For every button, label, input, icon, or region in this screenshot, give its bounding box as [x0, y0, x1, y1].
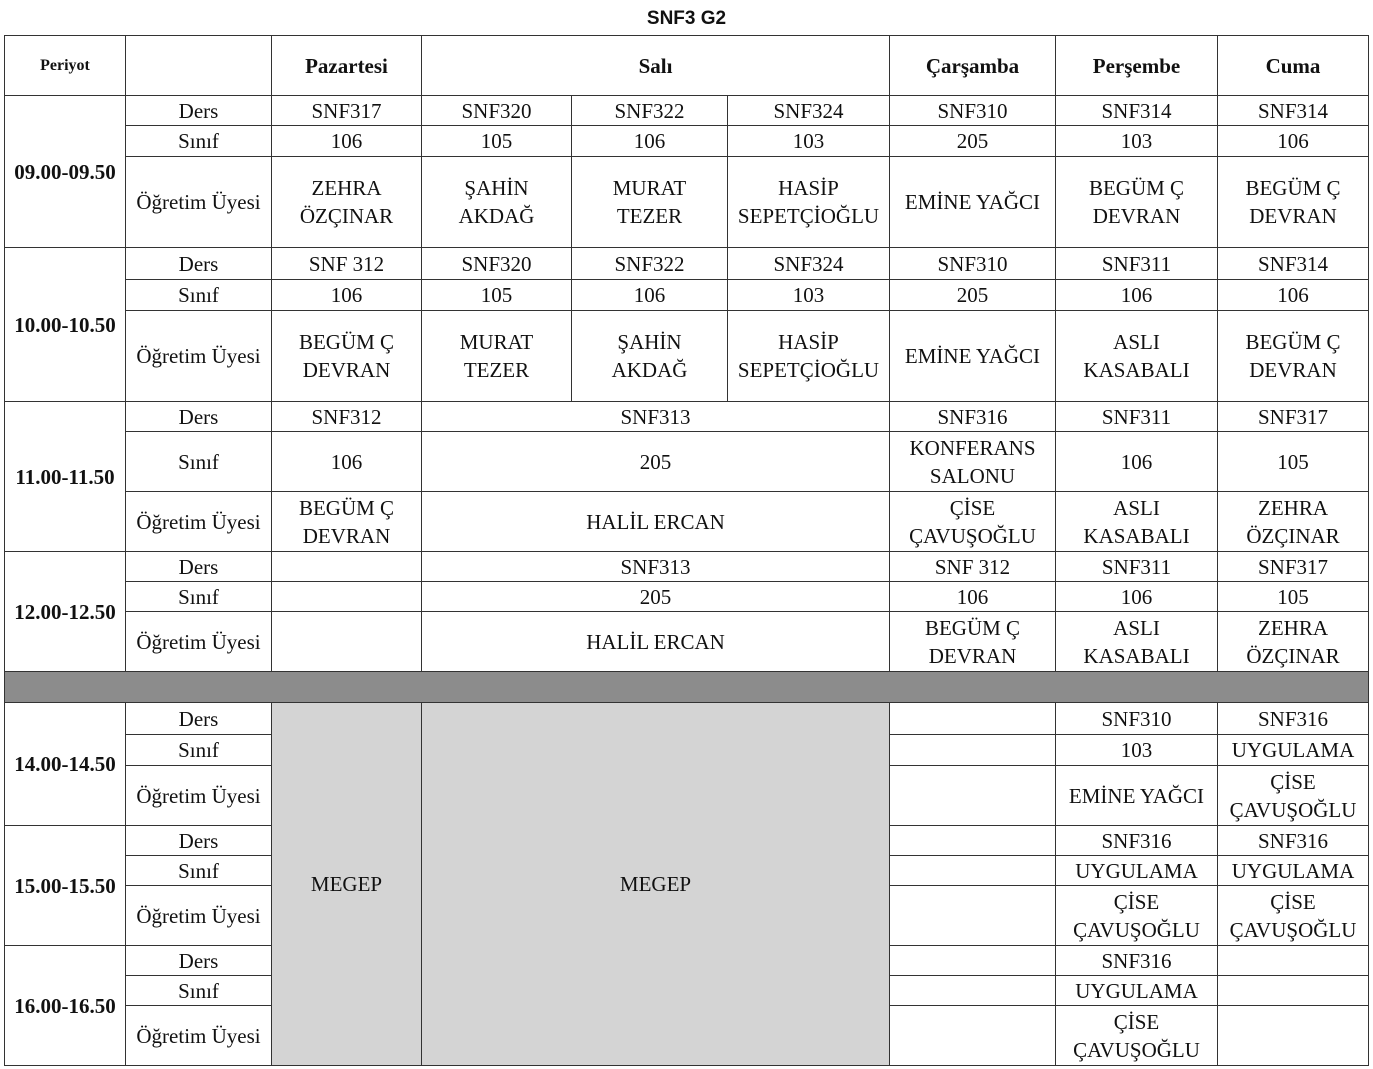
cell-ders: SNF317 — [1218, 402, 1369, 432]
cell-ders — [272, 552, 422, 582]
cell-ders: SNF316 — [1056, 826, 1218, 856]
cell-ders: SNF316 — [1218, 703, 1369, 735]
row-label-ders: Ders — [126, 248, 272, 280]
cell-sinif: 105 — [1218, 432, 1369, 492]
cell-sinif: 105 — [422, 280, 572, 311]
cell-sinif: 106 — [1056, 280, 1218, 311]
period-time: 16.00-16.50 — [5, 946, 126, 1066]
table-row — [5, 402, 1369, 432]
cell-sinif: 106 — [272, 280, 422, 311]
schedule-table — [4, 35, 1369, 1066]
cell-sinif: 103 — [728, 126, 890, 157]
cell-sinif: 106 — [272, 432, 422, 492]
cell-ogretim: BEGÜM Ç DEVRAN — [1218, 157, 1369, 248]
row-label-sinif: Sınıf — [126, 582, 272, 612]
table-row — [5, 157, 1369, 248]
period-time: 15.00-15.50 — [5, 826, 126, 946]
cell-ders: SNF320 — [422, 248, 572, 280]
cell-sinif — [890, 856, 1056, 886]
cell-ogretim: ÇİSE ÇAVUŞOĞLU — [1056, 1006, 1218, 1066]
cell-sinif: 205 — [422, 582, 890, 612]
cell-ders: SNF310 — [890, 248, 1056, 280]
cell-sinif — [272, 582, 422, 612]
cell-ders: SNF 312 — [272, 248, 422, 280]
cell-ders: SNF314 — [1218, 248, 1369, 280]
lunch-break-row — [5, 672, 1369, 703]
cell-sinif — [890, 976, 1056, 1006]
cell-ogretim: BEGÜM Ç DEVRAN — [1218, 311, 1369, 402]
row-label-sinif: Sınıf — [126, 735, 272, 766]
cell-ogretim — [272, 612, 422, 672]
cell-sinif: 103 — [728, 280, 890, 311]
cell-ogretim: ASLI KASABALI — [1056, 311, 1218, 402]
cell-sinif: 205 — [422, 432, 890, 492]
megep-block-tuesday: MEGEP — [422, 703, 890, 1066]
cell-sinif — [890, 735, 1056, 766]
megep-block-monday: MEGEP — [272, 703, 422, 1066]
cell-ogretim: ZEHRA ÖZÇINAR — [272, 157, 422, 248]
cell-sinif: 106 — [572, 126, 728, 157]
cell-sinif: 106 — [1218, 280, 1369, 311]
cell-ogretim — [890, 1006, 1056, 1066]
table-row — [5, 703, 1369, 735]
cell-ders: SNF311 — [1056, 248, 1218, 280]
row-label-sinif: Sınıf — [126, 976, 272, 1006]
cell-ogretim: ZEHRA ÖZÇINAR — [1218, 612, 1369, 672]
cell-ders: SNF324 — [728, 248, 890, 280]
cell-ogretim: ASLI KASABALI — [1056, 492, 1218, 552]
row-label-ogretim: Öğretim Üyesi — [126, 492, 272, 552]
cell-ders: SNF314 — [1218, 96, 1369, 126]
cell-ogretim: ÇİSE ÇAVUŞOĞLU — [1056, 886, 1218, 946]
header-day-friday: Cuma — [1218, 36, 1369, 96]
cell-ders: SNF 312 — [890, 552, 1056, 582]
cell-ogretim: MURAT TEZER — [422, 311, 572, 402]
table-row — [5, 492, 1369, 552]
cell-ders: SNF322 — [572, 96, 728, 126]
cell-sinif: UYGULAMA — [1056, 976, 1218, 1006]
row-label-ders: Ders — [126, 402, 272, 432]
cell-ogretim: EMİNE YAĞCI — [1056, 766, 1218, 826]
cell-ogretim: ÇİSE ÇAVUŞOĞLU — [1218, 766, 1369, 826]
cell-ders: SNF312 — [272, 402, 422, 432]
cell-sinif: 105 — [422, 126, 572, 157]
period-time: 14.00-14.50 — [5, 703, 126, 826]
table-row — [5, 432, 1369, 492]
cell-ogretim: HALİL ERCAN — [422, 492, 890, 552]
cell-sinif: UYGULAMA — [1218, 735, 1369, 766]
cell-ogretim: ŞAHİN AKDAĞ — [422, 157, 572, 248]
cell-ders — [890, 826, 1056, 856]
table-row — [5, 552, 1369, 582]
cell-ogretim — [1218, 1006, 1369, 1066]
cell-ogretim: HASİP SEPETÇİOĞLU — [728, 311, 890, 402]
cell-sinif: 106 — [890, 582, 1056, 612]
cell-ders: SNF316 — [890, 402, 1056, 432]
row-label-sinif: Sınıf — [126, 126, 272, 157]
row-label-ders: Ders — [126, 703, 272, 735]
cell-sinif: UYGULAMA — [1218, 856, 1369, 886]
header-day-tuesday: Salı — [422, 36, 890, 96]
cell-sinif: 106 — [572, 280, 728, 311]
row-label-ogretim: Öğretim Üyesi — [126, 612, 272, 672]
cell-sinif: 106 — [1218, 126, 1369, 157]
header-day-wednesday: Çarşamba — [890, 36, 1056, 96]
cell-sinif: 106 — [272, 126, 422, 157]
period-time: 10.00-10.50 — [5, 248, 126, 402]
row-label-ogretim: Öğretim Üyesi — [126, 1006, 272, 1066]
cell-ogretim: BEGÜM Ç DEVRAN — [272, 492, 422, 552]
header-day-monday: Pazartesi — [272, 36, 422, 96]
cell-sinif: UYGULAMA — [1056, 856, 1218, 886]
header-row — [5, 36, 1369, 96]
cell-ders: SNF316 — [1218, 826, 1369, 856]
row-label-ogretim: Öğretim Üyesi — [126, 766, 272, 826]
period-time: 11.00-11.50 — [5, 402, 126, 552]
row-label-ogretim: Öğretim Üyesi — [126, 311, 272, 402]
row-label-ders: Ders — [126, 96, 272, 126]
cell-ogretim: HASİP SEPETÇİOĞLU — [728, 157, 890, 248]
row-label-ogretim: Öğretim Üyesi — [126, 157, 272, 248]
row-label-ogretim: Öğretim Üyesi — [126, 886, 272, 946]
cell-ders: SNF317 — [1218, 552, 1369, 582]
table-row — [5, 280, 1369, 311]
cell-ders: SNF311 — [1056, 402, 1218, 432]
cell-sinif — [1218, 976, 1369, 1006]
cell-ogretim: BEGÜM Ç DEVRAN — [890, 612, 1056, 672]
cell-sinif: 205 — [890, 126, 1056, 157]
cell-ders: SNF311 — [1056, 552, 1218, 582]
cell-ogretim: MURAT TEZER — [572, 157, 728, 248]
cell-ogretim: EMİNE YAĞCI — [890, 311, 1056, 402]
cell-sinif: 106 — [1056, 432, 1218, 492]
cell-sinif: 103 — [1056, 126, 1218, 157]
cell-ders: SNF320 — [422, 96, 572, 126]
cell-ogretim — [890, 886, 1056, 946]
lunch-break — [5, 672, 1369, 703]
period-time: 09.00-09.50 — [5, 96, 126, 248]
cell-ogretim: ZEHRA ÖZÇINAR — [1218, 492, 1369, 552]
cell-ders: SNF317 — [272, 96, 422, 126]
cell-ogretim: BEGÜM Ç DEVRAN — [1056, 157, 1218, 248]
row-label-sinif: Sınıf — [126, 856, 272, 886]
cell-ders: SNF316 — [1056, 946, 1218, 976]
cell-sinif: 205 — [890, 280, 1056, 311]
row-label-sinif: Sınıf — [126, 432, 272, 492]
header-day-thursday: Perşembe — [1056, 36, 1218, 96]
cell-ogretim: ŞAHİN AKDAĞ — [572, 311, 728, 402]
header-empty — [126, 36, 272, 96]
sheet-title: SNF3 G2 — [646, 8, 727, 29]
cell-ogretim: EMİNE YAĞCI — [890, 157, 1056, 248]
period-time: 12.00-12.50 — [5, 552, 126, 672]
row-label-ders: Ders — [126, 946, 272, 976]
row-label-ders: Ders — [126, 552, 272, 582]
header-period: Periyot — [5, 36, 126, 96]
cell-ders: SNF313 — [422, 552, 890, 582]
cell-ders: SNF314 — [1056, 96, 1218, 126]
cell-ders: SNF324 — [728, 96, 890, 126]
row-label-sinif: Sınıf — [126, 280, 272, 311]
cell-ders: SNF310 — [1056, 703, 1218, 735]
row-label-ders: Ders — [126, 826, 272, 856]
cell-sinif: KONFERANS SALONU — [890, 432, 1056, 492]
cell-ogretim — [890, 766, 1056, 826]
cell-ogretim: ÇİSE ÇAVUŞOĞLU — [890, 492, 1056, 552]
table-row — [5, 612, 1369, 672]
table-row — [5, 582, 1369, 612]
cell-ders — [1218, 946, 1369, 976]
cell-ogretim: BEGÜM Ç DEVRAN — [272, 311, 422, 402]
cell-ders — [890, 946, 1056, 976]
table-row — [5, 126, 1369, 157]
table-row — [5, 96, 1369, 126]
cell-ogretim: ASLI KASABALI — [1056, 612, 1218, 672]
table-row — [5, 311, 1369, 402]
table-row — [5, 248, 1369, 280]
cell-ders: SNF310 — [890, 96, 1056, 126]
cell-sinif: 105 — [1218, 582, 1369, 612]
cell-ders: SNF313 — [422, 402, 890, 432]
cell-ders — [890, 703, 1056, 735]
cell-ogretim: HALİL ERCAN — [422, 612, 890, 672]
cell-sinif: 106 — [1056, 582, 1218, 612]
cell-ogretim: ÇİSE ÇAVUŞOĞLU — [1218, 886, 1369, 946]
cell-sinif: 103 — [1056, 735, 1218, 766]
cell-ders: SNF322 — [572, 248, 728, 280]
